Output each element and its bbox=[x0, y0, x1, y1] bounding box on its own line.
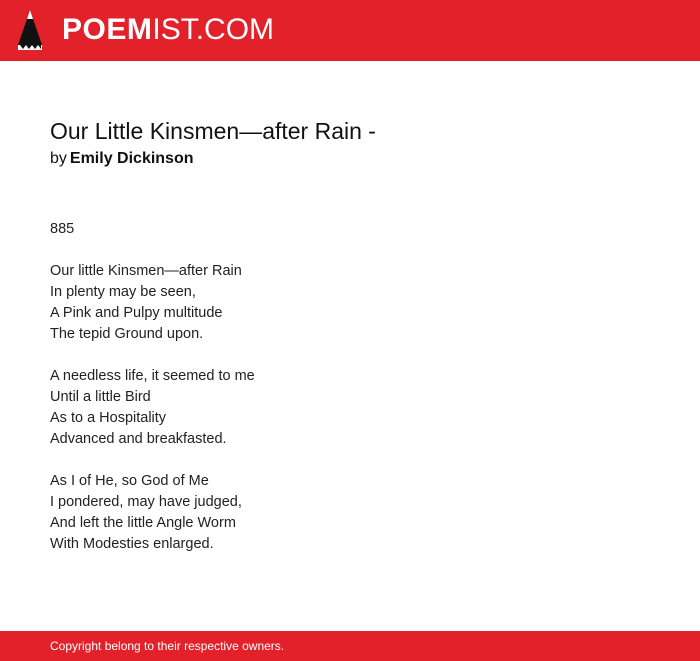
poem-title: Our Little Kinsmen—after Rain - bbox=[50, 118, 376, 144]
pencil-icon[interactable] bbox=[17, 9, 43, 51]
byline bbox=[50, 149, 194, 169]
poem-line: As I of He, so God of Me bbox=[50, 473, 209, 489]
poem-line: And left the little Angle Worm bbox=[50, 515, 236, 531]
poem-line: I pondered, may have judged, bbox=[50, 494, 242, 510]
poem-line: A needless life, it seemed to me bbox=[50, 368, 255, 384]
author-name: Emily Dickinson bbox=[69, 150, 194, 167]
poem-line: As to a Hospitality bbox=[50, 410, 167, 426]
footer-bar bbox=[0, 631, 700, 661]
logo-bold-text: POEM bbox=[62, 13, 153, 46]
poem-line: Our little Kinsmen—after Rain bbox=[50, 263, 242, 279]
poem-line: A Pink and Pulpy multitude bbox=[50, 305, 223, 321]
poem-body bbox=[50, 219, 650, 555]
header-bar bbox=[0, 0, 700, 61]
poem-line: The tepid Ground upon. bbox=[50, 326, 204, 342]
copyright-notice: Copyright belong to their respective owners. bbox=[50, 639, 285, 653]
poem-line: With Modesties enlarged. bbox=[50, 536, 214, 552]
poem-line: Until a little Bird bbox=[50, 389, 151, 405]
poem-number: 885 bbox=[50, 221, 75, 237]
by-label: by bbox=[50, 150, 67, 167]
poem-line: In plenty may be seen, bbox=[50, 284, 196, 300]
logo-light-text: IST.COM bbox=[152, 13, 275, 46]
site-logo-link[interactable] bbox=[62, 12, 274, 48]
poem-line: Advanced and breakfasted. bbox=[50, 431, 227, 447]
